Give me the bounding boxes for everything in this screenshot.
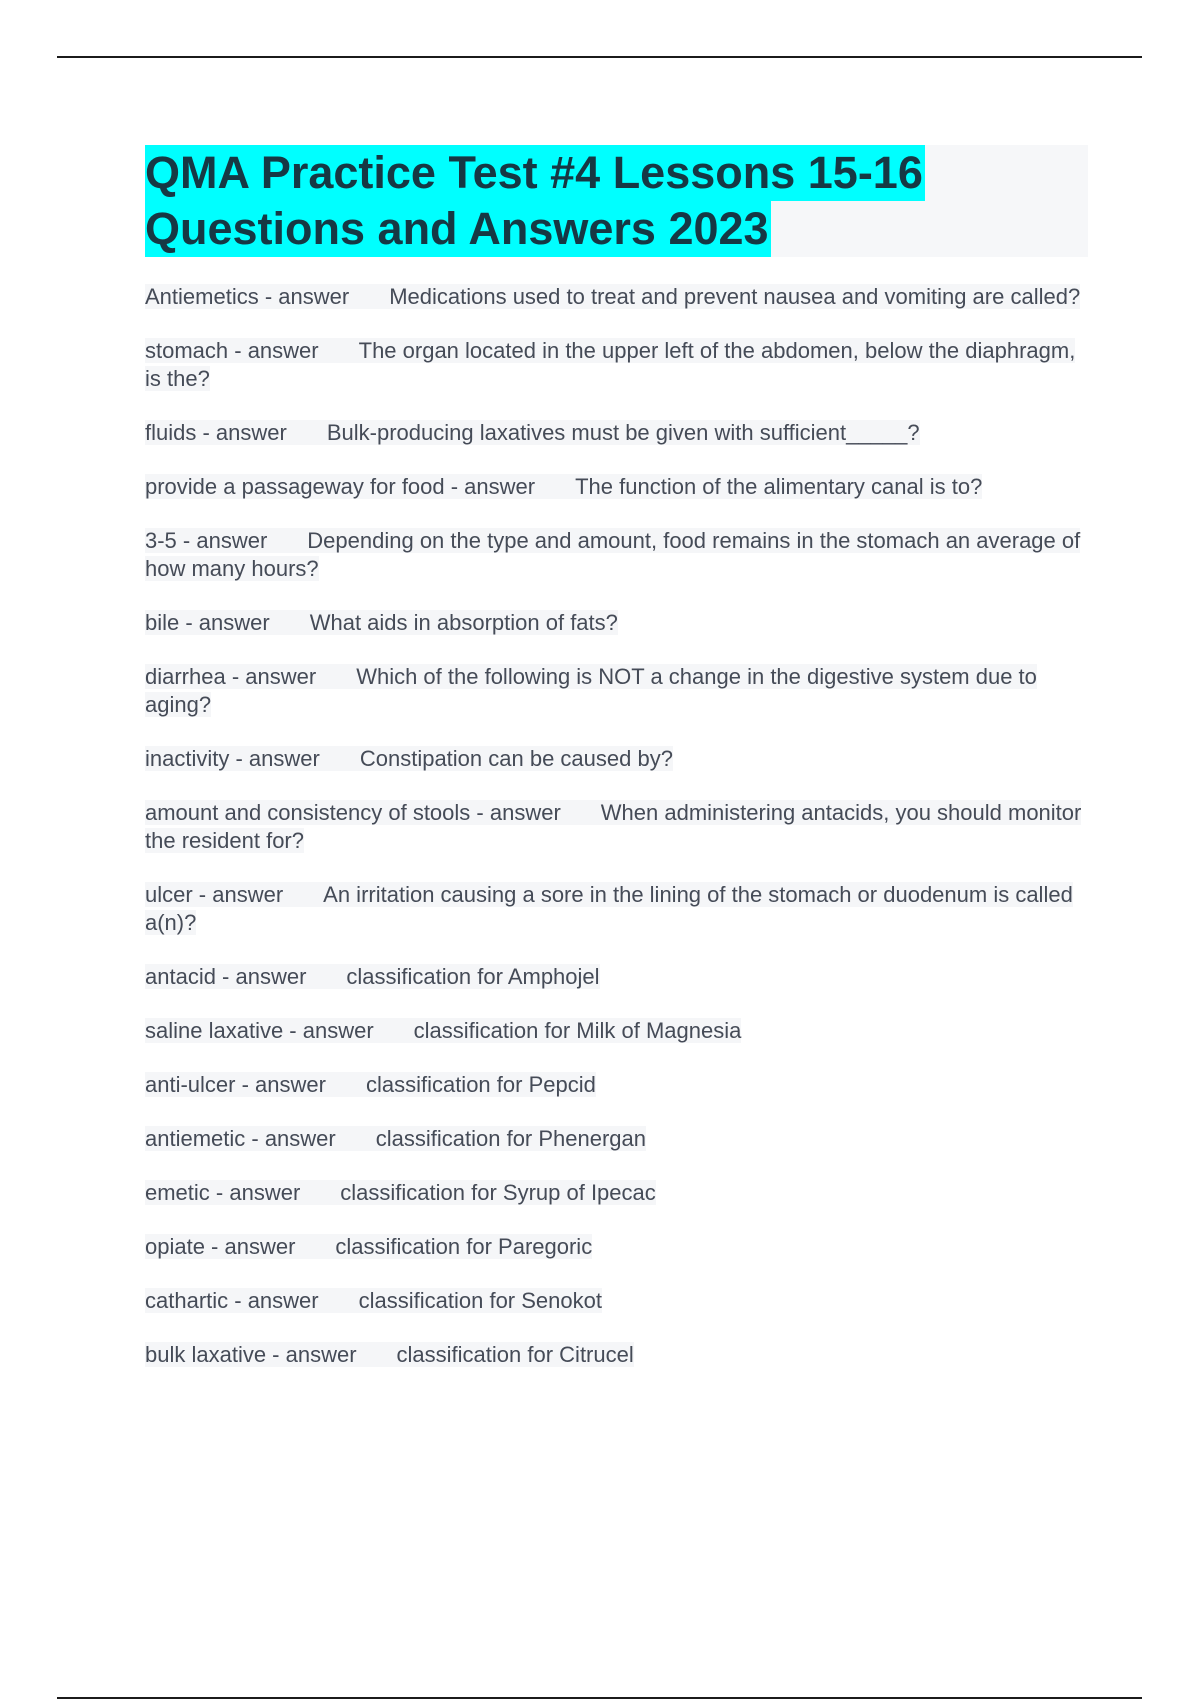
qa-question: classification for Amphojel [346,964,600,989]
qa-answer: amount and consistency of stools - answer [145,800,561,825]
qa-item-14 [145,1125,1090,1153]
qa-answer: anti-ulcer - answer [145,1072,326,1097]
qa-question: The organ located in the upper left of the abdomen, below the diaphragm, is the? [145,338,1076,391]
qa-item-6 [145,609,1090,637]
qa-question: Which of the following is NOT a change in the digestive system due to aging? [145,664,1037,717]
qa-question: Constipation can be caused by? [359,746,673,771]
qa-question: classification for Senokot [358,1288,602,1313]
qa-answer: bile - answer [145,610,270,635]
qa-item-5 [145,527,1090,583]
qa-question: Bulk-producing laxatives must be given with sufficient_____? [326,420,920,445]
qa-question: Depending on the type and amount, food remains in the stomach an average of how many hours? [145,528,1081,581]
qa-question: classification for Pepcid [365,1072,596,1097]
qa-question: When administering antacids, you should monitor the resident for? [145,800,1082,853]
qa-question: classification for Citrucel [396,1342,634,1367]
qa-question: An irritation causing a sore in the lining of the stomach or duodenum is called a(n)? [145,882,1073,935]
qa-item-3 [145,419,1090,447]
qa-answer: fluids - answer [145,420,287,445]
qa-answer: antiemetic - answer [145,1126,336,1151]
qa-question: What aids in absorption of fats? [309,610,618,635]
qa-question: classification for Phenergan [375,1126,647,1151]
qa-answer: stomach - answer [145,338,319,363]
qa-answer: diarrhea - answer [145,664,317,689]
qa-answer: emetic - answer [145,1180,301,1205]
page-title-line-1: QMA Practice Test #4 Lessons 15-16 [145,145,925,201]
qa-answer: 3-5 - answer [145,528,268,553]
qa-item-4 [145,473,1090,501]
qa-item-16 [145,1233,1090,1261]
qa-list [145,283,1090,1395]
qa-answer: opiate - answer [145,1234,296,1259]
qa-answer: bulk laxative - answer [145,1342,357,1367]
qa-item-9 [145,799,1090,855]
qa-question: The function of the alimentary canal is to? [575,474,983,499]
qa-answer: provide a passageway for food - answer [145,474,536,499]
qa-item-2 [145,337,1090,393]
qa-question: classification for Syrup of Ipecac [340,1180,656,1205]
qa-item-17 [145,1287,1090,1315]
qa-question: Medications used to treat and prevent nausea and vomiting are called? [389,284,1081,309]
qa-item-15 [145,1179,1090,1207]
qa-item-13 [145,1071,1090,1099]
qa-answer: antacid - answer [145,964,307,989]
qa-answer: ulcer - answer [145,882,284,907]
qa-item-7 [145,663,1090,719]
qa-answer: Antiemetics - answer [145,284,350,309]
qa-question: classification for Paregoric [335,1234,593,1259]
qa-item-12 [145,1017,1090,1045]
qa-item-1 [145,283,1090,311]
qa-answer: inactivity - answer [145,746,320,771]
top-rule [57,56,1142,58]
qa-answer: saline laxative - answer [145,1018,374,1043]
qa-item-11 [145,963,1090,991]
qa-answer: cathartic - answer [145,1288,319,1313]
qa-question: classification for Milk of Magnesia [413,1018,742,1043]
qa-item-8 [145,745,1090,773]
qa-item-18 [145,1341,1090,1369]
page-title-line-2: Questions and Answers 2023 [145,201,771,257]
qa-item-10 [145,881,1090,937]
bottom-rule [57,1697,1142,1699]
